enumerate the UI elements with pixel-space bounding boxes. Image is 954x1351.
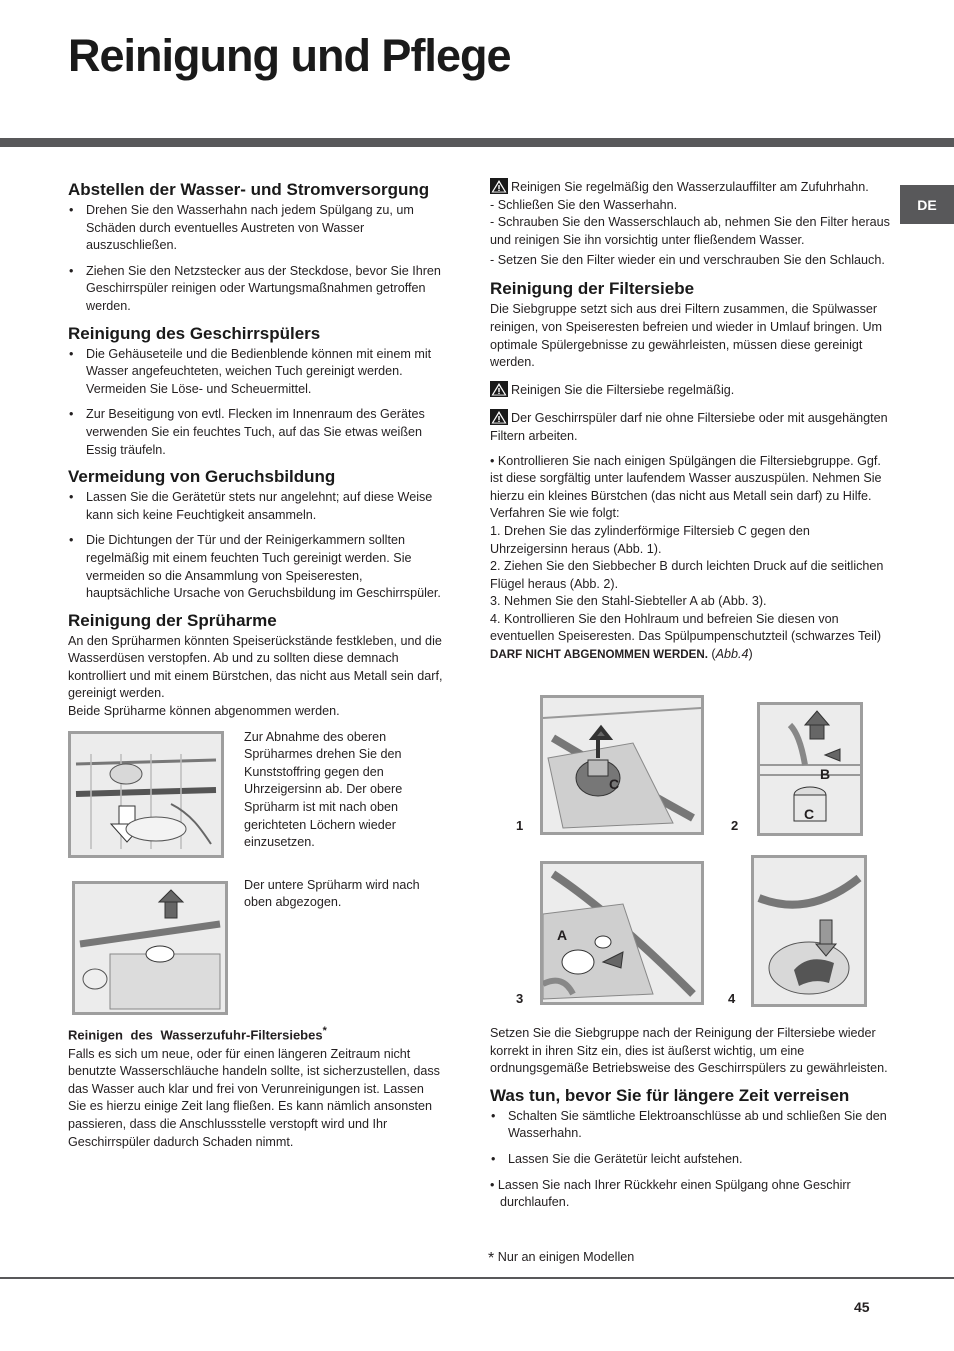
paragraph: 4. Kontrollieren Sie den Hohlraum und befreien Sie diesen von eventuellen Speiseresten. Das Spülpumpenschutzteil (schwarzes Teil) DARF NICHT ABGENOMMEN WERDEN. (Abb.4) [490, 611, 882, 662]
page-title: Reinigung und Pflege [68, 30, 511, 81]
section-heading: Reinigung des Geschirrspülers [68, 323, 321, 343]
paragraph: An den Sprüharmen könnten Speiserückstände festkleben, und die Wasserdüsen verstopfen. Ab und zu sollten diese demnach kontrolliert und mit einem Bürstchen, das nicht aus Metall sein darf, gereinigt werden. [68, 633, 443, 701]
section-cleaning-dishwasher [68, 324, 444, 460]
section-before-travel [490, 1086, 890, 1212]
figure-filter-step-4 [751, 855, 867, 1007]
paragraph: • Kontrollieren Sie nach einigen Spülgängen die Filtersiebgruppe. Ggf. ist diese sorgfältig unter laufendem Wasser auszuspülen. Nehmen Sie hierzu ein kleines Bürstchen (das nicht aus Metall sein darf) zu Hilfe. Verfahren Sie wie folgt: [490, 453, 882, 521]
warning-paragraph: Der Geschirrspüler darf nie ohne Filtersiebe oder mit ausgehängten Filtern arbeiten. [490, 411, 888, 443]
section-supply-filter [68, 1023, 444, 1151]
figure-caption: Zur Abnahme des oberen Sprüharmes drehen Sie den Kunststoffring gegen den Uhrzeigersinn ab. Der obere Sprüharm ist mit nach oben gerichteten Löchern wieder einzusetzen. [244, 729, 403, 850]
section-heading: Abstellen der Wasser- und Stromversorgung [68, 180, 430, 199]
figure-upper-spray-arm-row [68, 729, 444, 871]
figure-lower-spray-arm [72, 881, 228, 1015]
list-item: • Zur Beseitigung von evtl. Flecken im Innenraum des Gerätes verwenden Sie ein feuchtes Tuch, auf das Sie etwas weißen Essig träufeln. [68, 406, 444, 459]
list-item: • Schalten Sie sämtliche Elektroanschlüsse ab und schließen Sie den Wasserhahn. [490, 1108, 890, 1143]
figure-number: 1 [516, 818, 524, 833]
warning-icon [490, 381, 508, 397]
paragraph: Die Siebgruppe setzt sich aus drei Filtern zusammen, die Spülwasser reinigen, von Speiseresten befreien und wieder in Umlauf bringen. Um optimale Spülergebnisse zu gewährleisten, müssen diese gereinigt werden. [490, 302, 883, 370]
section-spray-arms [68, 611, 444, 1015]
paragraph: Falls es sich um neue, oder für einen längeren Zeitraum nicht benutzte Wasserschläuche handeln sollte, ist sicherzustellen, dass das Wasser auch klar und frei von Verunreinigungen ist. Lassen Sie es hierzu einige Zeit lang fließen. Es kann nämlich ansonsten passieren, dass die Anschlussstelle verstopft wird und Ihr Geschirrspüler dadurch Schaden nimmt. [68, 1046, 440, 1149]
figure-upper-spray-arm [68, 731, 224, 858]
right-column [490, 178, 890, 672]
list-item: • Lassen Sie die Gerätetür stets nur angelehnt; auf diese Weise kann sich keine Feuchtigkeit ansammeln. [68, 489, 444, 524]
paragraph-line: - Schließen Sie den Wasserhahn. [490, 197, 678, 212]
section-heading: Vermeidung von Geruchsbildung [68, 467, 336, 487]
paragraph: Setzen Sie die Siebgruppe nach der Reinigung der Filtersiebe wieder korrekt in ihren Sitz ein, dies ist äußerst wichtig, um eine ordnungsgemäße Betriebsweise des Geschirrspülers zu gewährleisten. [490, 1026, 888, 1076]
list-item: • Drehen Sie den Wasserhahn nach jedem Spülgang zu, um Schäden durch eventuelles Austreten von Wasser auszuschließen. [68, 202, 444, 255]
figure-number: 4 [728, 991, 736, 1006]
section-heading: Reinigen des Wasserzufuhr-Filtersiebes* [68, 1024, 327, 1042]
paragraph: Beide Sprüharme können abgenommen werden. [68, 704, 340, 719]
figure-label-b: B [820, 766, 831, 782]
paragraph-line: - Schrauben Sie den Wasserschlauch ab, nehmen Sie den Filter heraus und reinigen Sie ihn vorsichtig unter fließendem Wasser. [490, 215, 890, 247]
figure-label-a: A [557, 927, 568, 943]
paragraph: 2. Ziehen Sie den Siebbecher B durch leichten Druck auf die seitlichen Flügel heraus (Abb. 2). [490, 559, 884, 591]
figure-label-c: C [609, 776, 620, 792]
section-filter-cleaning [490, 279, 890, 663]
header-rule [0, 138, 954, 147]
page-number: 45 [854, 1299, 870, 1315]
figure-label-c: C [804, 806, 815, 822]
figure-number: 3 [516, 991, 524, 1006]
list-item: • Lassen Sie die Gerätetür leicht aufstehen. [490, 1151, 890, 1169]
warning-paragraph: Reinigen Sie regelmäßig den Wasserzulauffilter am Zufuhrhahn. [490, 178, 890, 197]
section-odours [68, 467, 444, 603]
paragraph-line: - Setzen Sie den Filter wieder ein und verschrauben Sie den Schlauch. [490, 253, 885, 268]
figure-filter-step-1 [540, 695, 704, 835]
right-column-lower [490, 1025, 890, 1220]
paragraph: 1. Drehen Sie das zylinderförmige Filtersieb C gegen den Uhrzeigersinn heraus (Abb. 1). [490, 523, 810, 556]
language-tab: DE [900, 185, 954, 224]
figure-number: 2 [731, 818, 739, 833]
section-water-power [68, 180, 444, 316]
footer-rule [0, 1277, 954, 1279]
section-heading: Reinigung der Sprüharme [68, 610, 277, 630]
list-item: • Lassen Sie nach Ihrer Rückkehr einen Spülgang ohne Geschirr durchlaufen. [490, 1177, 851, 1210]
paragraph: 3. Nehmen Sie den Stahl-Siebteller A ab (Abb. 3). [490, 594, 767, 609]
section-heading: Was tun, bevor Sie für längere Zeit verreisen [490, 1085, 850, 1105]
footnote: * Nur an einigen Modellen [488, 1250, 635, 1267]
warning-icon [490, 409, 508, 425]
warning-icon [490, 178, 508, 194]
warning-supply-filter [490, 178, 890, 271]
list-item: • Die Dichtungen der Tür und der Reinigerkammern sollten regelmäßig mit einem feuchten Tuch gereinigt werden. Sie vermeiden so die Ansammlung von Speiseresten, hauptsächliche Ursache von Geruchsbildung im Geschirrspüler. [68, 532, 444, 602]
list-item: • Ziehen Sie den Netzstecker aus der Steckdose, bevor Sie Ihren Geschirrspüler reinigen oder Wartungsmaßnahmen getroffen werden. [68, 263, 444, 316]
left-column [68, 180, 444, 1159]
list-item: • Die Gehäuseteile und die Bedienblende können mit einem mit Wasser angefeuchteten, weichen Tuch gereinigt werden. Vermeiden Sie Löse- und Scheuermittel. [68, 346, 444, 399]
figure-caption: Der untere Sprüharm wird nach oben abgezogen. [244, 877, 420, 910]
figure-lower-spray-arm-row [68, 879, 444, 1015]
warning-paragraph: Reinigen Sie die Filtersiebe regelmäßig. [490, 381, 890, 400]
section-heading: Reinigung der Filtersiebe [490, 279, 695, 299]
